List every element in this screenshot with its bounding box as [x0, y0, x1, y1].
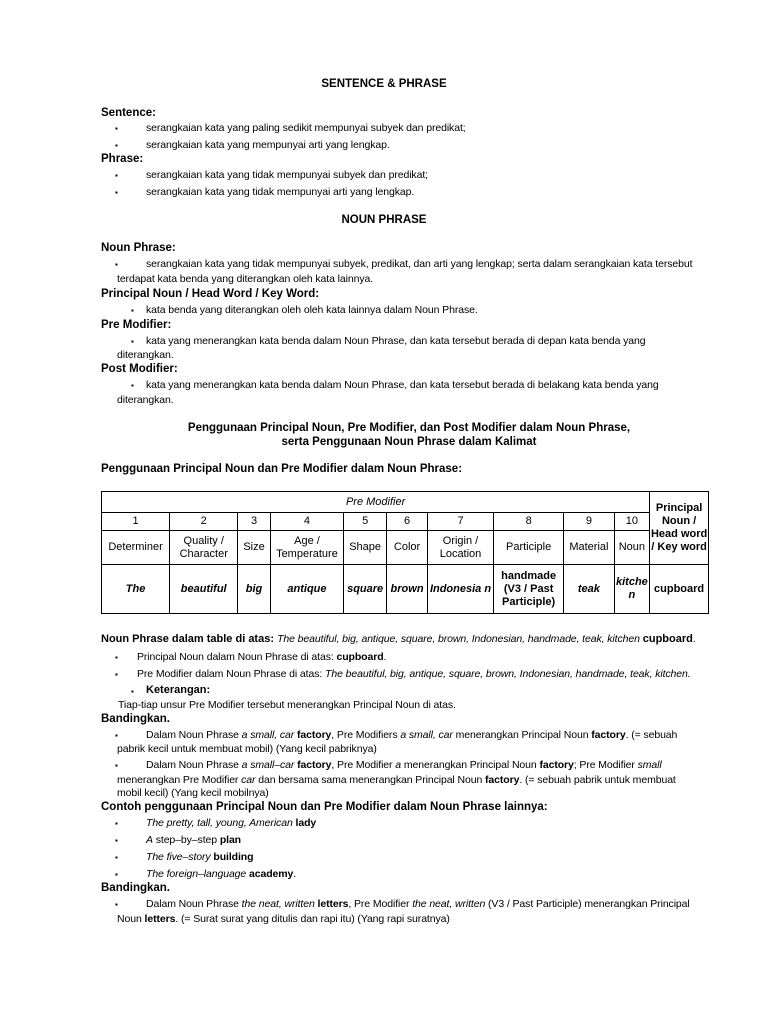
- post-modifier-heading: Post Modifier:: [101, 363, 178, 375]
- table-cell-number: 3: [238, 513, 270, 531]
- bandingkan-heading: Bandingkan.: [101, 882, 171, 894]
- example-bold: cupboard: [642, 633, 693, 645]
- text-span: . (= sebuah: [625, 729, 678, 741]
- principal-noun-heading: Principal Noun / Head Word / Key Word:: [101, 288, 320, 300]
- text-span: small: [637, 759, 662, 771]
- table-cell-value: antique: [270, 565, 343, 614]
- sentence-heading: Sentence:: [101, 107, 156, 119]
- text-span: step–by–step: [152, 834, 220, 846]
- text-span: . (= Surat surat yang ditulis dan rapi itu) (Yang rapi suratnya): [175, 913, 450, 925]
- text-span: the neat, written: [241, 898, 315, 910]
- pre-modifier-example: [137, 668, 691, 680]
- usage-title: Penggunaan Principal Noun, Pre Modifier, dan Post Modifier dalam Noun Phrase,: [187, 422, 631, 434]
- table-cell-label: Color: [387, 531, 428, 565]
- bullet-icon: ▪: [115, 870, 118, 879]
- text-span: the neat, written: [412, 898, 486, 910]
- table-cell-value: square: [344, 565, 387, 614]
- text-span: Dalam Noun Phrase: [146, 759, 242, 771]
- text-span: factory: [539, 759, 574, 771]
- text-span: .: [293, 868, 297, 880]
- table-cell-value: brown: [387, 565, 428, 614]
- bullet-icon: ▪: [115, 670, 118, 679]
- text-span: building: [213, 851, 254, 863]
- text-span: factory: [485, 774, 520, 786]
- text-span: a small–car: [241, 759, 295, 771]
- bandingkan-text: mobil kecil) (Yang kecil mobilnya): [117, 787, 269, 799]
- bandingkan-text: [117, 913, 450, 925]
- table-cell-label: Participle: [494, 531, 564, 565]
- table-cell-value: The: [102, 565, 170, 614]
- contoh-item: [146, 851, 253, 863]
- text-span: lady: [295, 817, 317, 829]
- contoh-item: [146, 868, 296, 880]
- example-end: .: [692, 633, 696, 645]
- bandingkan-text: [146, 759, 662, 771]
- principal-noun-text: kata benda yang diterangkan oleh oleh kata lainnya dalam Noun Phrase.: [146, 304, 478, 316]
- contoh-heading: Contoh penggunaan Principal Noun dan Pre Modifier dalam Noun Phrase lainnya:: [101, 801, 548, 813]
- bullet-icon: ▪: [115, 853, 118, 862]
- bullet-icon: ▪: [115, 900, 118, 909]
- pm-label: Pre Modifier dalam Noun Phrase di atas:: [137, 668, 326, 680]
- text-span: a: [395, 759, 402, 771]
- noun-phrase-text: terdapat kata benda yang diterangkan oleh kata lainnya.: [117, 273, 374, 285]
- table-cell-label: Age / Temperature: [270, 531, 343, 565]
- text-span: factory: [591, 729, 626, 741]
- text-span: menerangkan Principal Noun: [401, 759, 540, 771]
- bullet-icon: ▪: [131, 337, 134, 346]
- text-span: , Pre Modifier: [331, 759, 396, 771]
- table-cell-label: Shape: [344, 531, 387, 565]
- text-span: car: [241, 774, 256, 786]
- bullet-icon: ▪: [115, 124, 118, 133]
- text-span: factory: [296, 729, 332, 741]
- pre-modifier-text: diterangkan.: [117, 349, 174, 361]
- text-span: menerangkan Principal Noun: [452, 729, 592, 741]
- table-cell-label: Material: [564, 531, 614, 565]
- pre-modifier-text: kata yang menerangkan kata benda dalam Noun Phrase, dan kata tersebut berada di depan kata benda yang: [146, 335, 646, 347]
- bandingkan-text: [146, 729, 677, 741]
- table-cell-value: big: [238, 565, 270, 614]
- text-span: academy: [249, 868, 294, 880]
- pn-label: Principal Noun dalam Noun Phrase di atas:: [137, 651, 337, 663]
- page-title: SENTENCE & PHRASE: [321, 78, 447, 90]
- contoh-item: [146, 817, 316, 829]
- post-modifier-text: diterangkan.: [117, 394, 174, 406]
- text-span: a small, car: [400, 729, 453, 741]
- table-cell-number: 2: [170, 513, 238, 531]
- bullet-icon: ▪: [115, 819, 118, 828]
- text-span: The five–story: [146, 851, 211, 863]
- text-span: dan bersama sama menerangkan Principal Noun: [255, 774, 485, 786]
- text-span: Noun: [117, 913, 145, 925]
- table-cell-number: 6: [387, 513, 428, 531]
- bullet-icon: ▪: [115, 653, 118, 662]
- phrase-item: serangkaian kata yang tidak mempunyai subyek dan predikat;: [146, 169, 428, 181]
- table-cell-label: Determiner: [102, 531, 170, 565]
- sentence-item: serangkaian kata yang mempunyai arti yang lengkap.: [146, 139, 390, 151]
- table-cell-value: teak: [564, 565, 614, 614]
- table-cell-number: 10: [614, 513, 650, 531]
- text-span: , Pre Modifiers: [331, 729, 401, 741]
- table-cell-number: 8: [494, 513, 564, 531]
- table-cell-number: 7: [427, 513, 493, 531]
- table-cell-value: beautiful: [170, 565, 238, 614]
- text-span: , Pre Modifier: [348, 898, 413, 910]
- table-cell-label: Origin / Location: [427, 531, 493, 565]
- bandingkan-heading: Bandingkan.: [101, 713, 171, 725]
- text-span: letters: [317, 898, 349, 910]
- pn-end: .: [383, 651, 387, 663]
- table-cell-number: 4: [270, 513, 343, 531]
- pre-modifier-header: Pre Modifier: [102, 492, 650, 513]
- bandingkan-text: pabrik kecil untuk membuat mobil) (Yang kecil pabriknya): [117, 743, 377, 755]
- bullet-icon: ▪: [131, 687, 134, 696]
- phrase-heading: Phrase:: [101, 153, 144, 165]
- table-cell-principal: cupboard: [650, 565, 709, 614]
- bandingkan-text: [117, 774, 676, 786]
- noun-phrase-example: [101, 633, 696, 645]
- contoh-item: [146, 834, 241, 846]
- bullet-icon: ▪: [131, 381, 134, 390]
- table-cell-number: 5: [344, 513, 387, 531]
- table-cell-value: handmade (V3 / Past Participle): [494, 565, 564, 614]
- noun-phrase-heading: Noun Phrase:: [101, 242, 176, 254]
- table-cell-number: 1: [102, 513, 170, 531]
- table-cell-value: Indonesia n: [427, 565, 493, 614]
- phrase-item: serangkaian kata yang tidak mempunyai arti yang lengkap.: [146, 186, 415, 198]
- principal-noun-header: Principal Noun / Head word / Key word: [650, 492, 709, 565]
- bullet-icon: ▪: [115, 260, 118, 269]
- usage-title: serta Penggunaan Noun Phrase dalam Kalimat: [281, 436, 537, 448]
- keterangan-text: Tiap-tiap unsur Pre Modifier tersebut menerangkan Principal Noun di atas.: [118, 699, 456, 711]
- usage-subtitle: Penggunaan Principal Noun dan Pre Modifier dalam Noun Phrase:: [101, 463, 463, 475]
- table-cell-label: Size: [238, 531, 270, 565]
- principal-noun-example: [137, 651, 386, 663]
- example-label: Noun Phrase dalam table di atas:: [101, 633, 278, 645]
- keterangan-heading: Keterangan:: [146, 684, 211, 696]
- table-cell-number: 9: [564, 513, 614, 531]
- example-italic: The beautiful, big, antique, square, brown, Indonesian, handmade, teak, kitchen: [277, 633, 640, 645]
- text-span: letters: [144, 913, 176, 925]
- bandingkan-text: [146, 898, 690, 910]
- pre-modifier-table: [101, 491, 709, 614]
- text-span: factory: [297, 759, 332, 771]
- bullet-icon: ▪: [115, 188, 118, 197]
- table-cell-label: Noun: [614, 531, 650, 565]
- text-span: The pretty, tall, young, American: [146, 817, 293, 829]
- text-span: menerangkan Pre Modifier: [117, 774, 242, 786]
- text-span: Dalam Noun Phrase: [146, 898, 242, 910]
- text-span: The foreign–language: [146, 868, 247, 880]
- pre-modifier-heading: Pre Modifier:: [101, 319, 172, 331]
- text-span: plan: [219, 834, 241, 846]
- text-span: a small, car: [241, 729, 295, 741]
- sentence-item: serangkaian kata yang paling sedikit mempunyai subyek dan predikat;: [146, 122, 466, 134]
- noun-phrase-text: serangkaian kata yang tidak mempunyai subyek, predikat, dan arti yang lengkap; serta dalam serangkaian kata tersebut: [146, 258, 693, 270]
- text-span: A: [146, 834, 153, 846]
- bullet-icon: ▪: [115, 731, 118, 740]
- bullet-icon: ▪: [115, 836, 118, 845]
- text-span: Dalam Noun Phrase: [146, 729, 242, 741]
- table-cell-value: kitche n: [614, 565, 650, 614]
- bullet-icon: ▪: [131, 306, 134, 315]
- table-cell-label: Quality / Character: [170, 531, 238, 565]
- text-span: . (= sebuah pabrik untuk membuat: [519, 774, 676, 786]
- section-title: NOUN PHRASE: [341, 214, 427, 226]
- text-span: ; Pre Modifier: [573, 759, 638, 771]
- text-span: (V3 / Past Participle) menerangkan Principal: [485, 898, 690, 910]
- pn-bold: cupboard: [336, 651, 384, 663]
- post-modifier-text: kata yang menerangkan kata benda dalam Noun Phrase, dan kata tersebut berada di belakang kata benda yang: [146, 379, 659, 391]
- bullet-icon: ▪: [115, 141, 118, 150]
- bullet-icon: ▪: [115, 761, 118, 770]
- bullet-icon: ▪: [115, 171, 118, 180]
- pm-italic: The beautiful, big, antique, square, brown, Indonesian, handmade, teak, kitchen.: [325, 668, 691, 680]
